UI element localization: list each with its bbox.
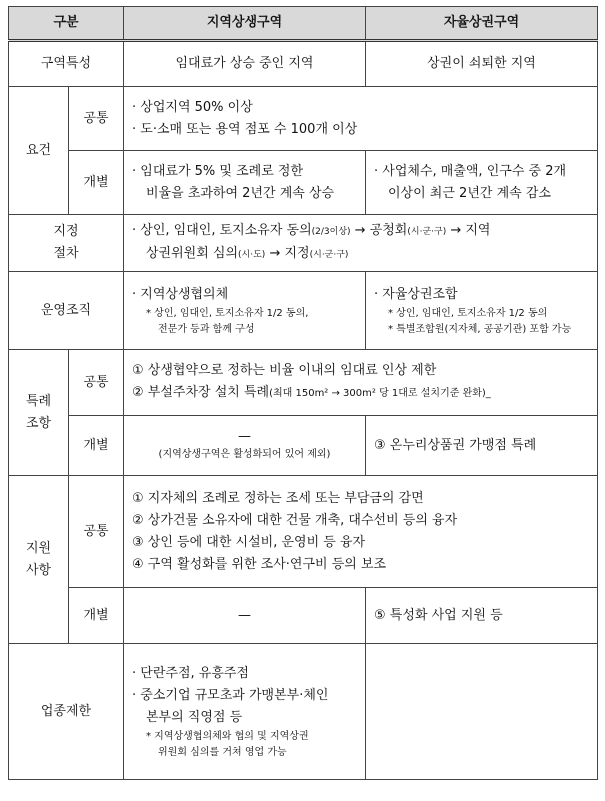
support-common-item: ① 지자체의 조례로 정하는 조세 또는 부담금의 감면 bbox=[132, 490, 424, 506]
label-procedure-line: 지정 bbox=[53, 224, 79, 239]
special-common-text: ② 부설주차장 설치 특례 bbox=[132, 385, 270, 400]
restriction-autonomous bbox=[366, 644, 598, 780]
organization-district-note: * 상인, 임대인, 토지소유자 1/2 동의, bbox=[146, 307, 309, 319]
procedure-text: 상권위원회 심의 bbox=[146, 246, 239, 261]
support-district: — bbox=[124, 588, 366, 644]
organization-autonomous-note: * 특별조합원(지자체, 공공기관) 포함 가능 bbox=[388, 323, 572, 335]
organization-district bbox=[124, 272, 366, 350]
label-special-line: 특례 bbox=[25, 393, 52, 409]
row-special-common bbox=[9, 350, 598, 416]
district-comparison-table bbox=[8, 6, 598, 780]
procedure-line-2 bbox=[132, 243, 589, 266]
special-common-item bbox=[132, 382, 589, 405]
header-category: 구분 bbox=[9, 7, 124, 41]
header-row bbox=[9, 7, 598, 41]
row-characteristics bbox=[9, 41, 598, 87]
organization-district-title: · 지역상생협의체 bbox=[132, 286, 229, 302]
special-common-item: ① 상생협약으로 정하는 비율 이내의 임대료 인상 제한 bbox=[132, 363, 437, 378]
row-restriction bbox=[9, 644, 598, 780]
organization-autonomous-note: * 상인, 임대인, 토지소유자 1/2 동의 bbox=[388, 307, 548, 319]
requirements-common bbox=[124, 87, 598, 151]
header-district: 지역상생구역 bbox=[124, 7, 366, 41]
special-district-note: (지역상생구역은 활성화되어 있어 제외) bbox=[158, 448, 331, 460]
restriction-note: * 지역상생협의체와 협의 및 지역상권 bbox=[146, 730, 309, 742]
procedure-text: (시·도) bbox=[238, 250, 266, 260]
sublabel-common: 공통 bbox=[69, 87, 124, 151]
special-district-dash: — bbox=[238, 428, 251, 444]
requirements-autonomous bbox=[366, 151, 598, 215]
special-autonomous: ③ 온누리상품권 가맹점 특례 bbox=[366, 416, 598, 476]
row-requirements-common bbox=[9, 87, 598, 151]
requirements-autonomous-line: 이상이 최근 2년간 계속 감소 bbox=[388, 185, 551, 201]
characteristics-district: 임대료가 상승 중인 지역 bbox=[124, 41, 366, 87]
requirements-district bbox=[124, 151, 366, 215]
support-common-item: ② 상가건물 소유자에 대한 건물 개축, 대수선비 등의 융자 bbox=[132, 512, 458, 528]
procedure-content bbox=[124, 215, 598, 272]
organization-autonomous-title: · 자율상권조합 bbox=[374, 286, 458, 302]
restriction-line: · 중소기업 규모초과 가맹본부·체인 bbox=[132, 687, 329, 703]
sublabel-individual: 개별 bbox=[69, 151, 124, 215]
procedure-line-1 bbox=[132, 220, 589, 243]
organization-district-note: 전문가 등과 함께 구성 bbox=[158, 323, 255, 335]
procedure-text: (시·군·구) bbox=[309, 250, 349, 260]
requirements-common-line: · 상업지역 50% 이상 bbox=[132, 99, 253, 115]
label-special-line: 조항 bbox=[25, 415, 52, 431]
header-autonomous: 자율상권구역 bbox=[366, 7, 598, 41]
label-support-line: 사항 bbox=[25, 562, 52, 578]
restriction-note: 위원회 심의를 거쳐 영업 가능 bbox=[158, 746, 287, 758]
requirements-common-line: · 도·소매 또는 용역 점포 수 100개 이상 bbox=[132, 121, 358, 137]
organization-autonomous bbox=[366, 272, 598, 350]
procedure-text: (시·군·구) bbox=[407, 227, 447, 237]
row-procedure bbox=[9, 215, 598, 272]
label-requirements: 요건 bbox=[9, 87, 69, 215]
row-requirements-individual bbox=[9, 151, 598, 215]
procedure-text: → 지정 bbox=[265, 246, 310, 261]
sublabel-individual: 개별 bbox=[69, 588, 124, 644]
support-common bbox=[124, 476, 598, 588]
row-special-individual bbox=[9, 416, 598, 476]
procedure-text: · 상인, 임대인, 토지소유자 동의 bbox=[132, 223, 312, 238]
sublabel-individual: 개별 bbox=[69, 416, 124, 476]
requirements-district-line: 비율을 초과하여 2년간 계속 상승 bbox=[146, 185, 335, 201]
row-support-individual bbox=[9, 588, 598, 644]
support-common-item: ④ 구역 활성화를 위한 조사·연구비 등의 보조 bbox=[132, 556, 387, 572]
sublabel-common: 공통 bbox=[69, 476, 124, 588]
label-support-line: 지원 bbox=[25, 540, 52, 556]
requirements-autonomous-line: · 사업체수, 매출액, 인구수 중 2개 bbox=[374, 163, 567, 179]
special-common bbox=[124, 350, 598, 416]
label-support bbox=[9, 476, 69, 644]
restriction-line: · 단란주점, 유흥주점 bbox=[132, 665, 249, 681]
procedure-text: → 공청회 bbox=[350, 223, 408, 238]
special-common-detail: (최대 150m² → 300m² 당 1대로 설치기준 완화)_ bbox=[269, 388, 491, 399]
requirements-district-line: · 임대료가 5% 및 조례로 정한 bbox=[132, 163, 303, 179]
characteristics-autonomous: 상권이 쇠퇴한 지역 bbox=[366, 41, 598, 87]
label-procedure-line: 절차 bbox=[53, 246, 79, 261]
label-restriction: 업종제한 bbox=[9, 644, 124, 780]
label-special bbox=[9, 350, 69, 476]
label-organization: 운영조직 bbox=[9, 272, 124, 350]
restriction-district bbox=[124, 644, 366, 780]
label-characteristics: 구역특성 bbox=[9, 41, 124, 87]
row-support-common bbox=[9, 476, 598, 588]
restriction-line: 본부의 직영점 등 bbox=[146, 709, 243, 725]
support-autonomous: ⑤ 특성화 사업 지원 등 bbox=[366, 588, 598, 644]
label-procedure bbox=[9, 215, 124, 272]
procedure-text: → 지역 bbox=[446, 223, 491, 238]
sublabel-common: 공통 bbox=[69, 350, 124, 416]
procedure-text: (2/3이상) bbox=[311, 227, 351, 237]
special-district bbox=[124, 416, 366, 476]
support-common-item: ③ 상인 등에 대한 시설비, 운영비 등 융자 bbox=[132, 534, 366, 550]
row-organization bbox=[9, 272, 598, 350]
